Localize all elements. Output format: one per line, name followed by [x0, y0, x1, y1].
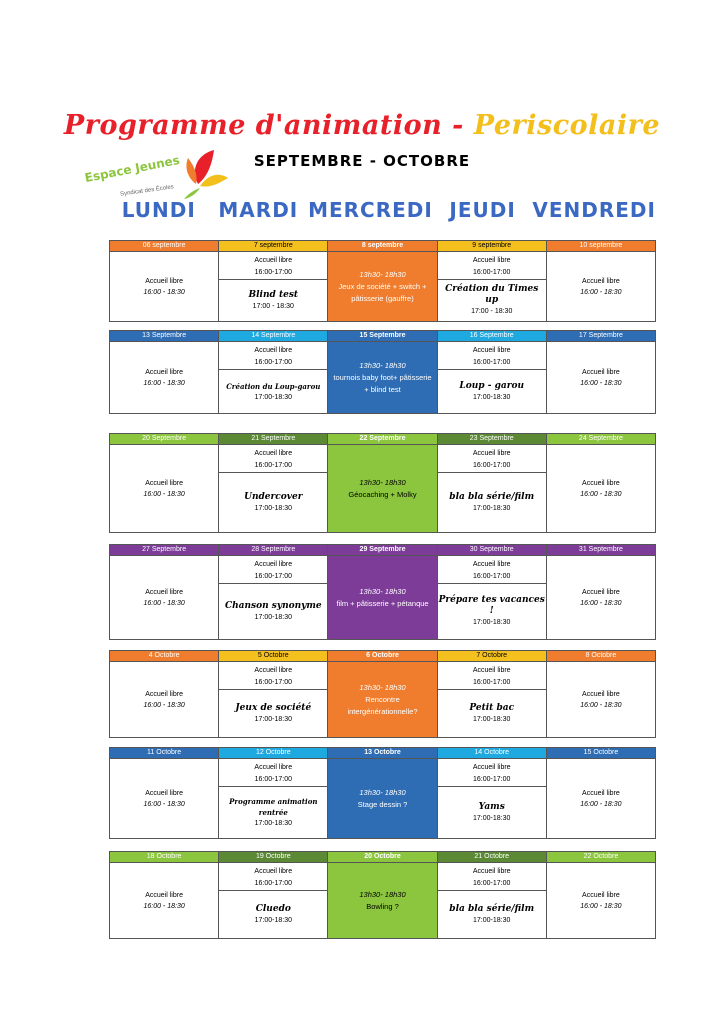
- week-block: [109, 747, 656, 839]
- accueil-time: 16:00-17:00: [473, 776, 511, 783]
- date-cell: 6 Octobre: [328, 651, 437, 661]
- weekday-headers: [109, 198, 656, 222]
- date-cell: 14 Septembre: [219, 331, 328, 341]
- accueil-slot: [438, 863, 546, 891]
- free-time: 16:00 - 18:30: [143, 701, 185, 709]
- date-cell: 8 Octobre: [547, 651, 655, 661]
- activity-slot: [219, 584, 327, 639]
- activity-slot: [438, 473, 546, 532]
- week-date-header: [110, 545, 655, 555]
- tuesday-cell: [219, 445, 328, 532]
- free-time: 16:00 - 18:30: [143, 902, 185, 910]
- accueil-time: 16:00-17:00: [254, 462, 292, 469]
- week-date-header: [110, 331, 655, 341]
- monday-cell: [110, 556, 219, 639]
- free-label: Accueil libre: [145, 368, 183, 376]
- accueil-slot: [219, 252, 327, 280]
- date-cell: 16 Septembre: [438, 331, 547, 341]
- wednesday-activity: film + pâtisserie + pétanque: [336, 598, 429, 608]
- activity-slot: [438, 280, 546, 321]
- free-label: Accueil libre: [145, 891, 183, 899]
- accueil-slot: [438, 252, 546, 280]
- week-block: [109, 650, 656, 738]
- date-cell: 21 Septembre: [219, 434, 328, 444]
- activity-name: bla bla série/film: [449, 903, 535, 914]
- activity-time: 17:00-18:30: [254, 504, 292, 512]
- date-cell: 19 Octobre: [219, 852, 328, 862]
- thursday-cell: [438, 342, 547, 413]
- wednesday-activity: Stage dessin ?: [357, 799, 408, 809]
- date-cell: 28 Septembre: [219, 545, 328, 555]
- week-block: [109, 330, 656, 414]
- accueil-slot: [219, 556, 327, 584]
- activity-slot: [219, 787, 327, 838]
- free-time: 16:00 - 18:30: [580, 599, 622, 607]
- monday-cell: [110, 863, 219, 938]
- date-cell: 10 septembre: [547, 241, 655, 251]
- day-wednesday: MERCREDI: [308, 198, 433, 222]
- free-label: Accueil libre: [145, 588, 183, 596]
- date-cell: 20 Octobre: [328, 852, 437, 862]
- date-cell: 20 Septembre: [110, 434, 219, 444]
- wednesday-time: 13h30- 18h30: [359, 360, 406, 370]
- accueil-label: Accueil libre: [472, 450, 511, 457]
- wednesday-time: 13h30- 18h30: [359, 477, 406, 487]
- date-cell: 27 Septembre: [110, 545, 219, 555]
- wednesday-time: 13h30- 18h30: [359, 787, 406, 797]
- free-label: Accueil libre: [582, 277, 620, 285]
- accueil-time: 16:00-17:00: [473, 462, 511, 469]
- accueil-slot: [219, 662, 327, 690]
- accueil-time: 16:00-17:00: [473, 573, 511, 580]
- date-cell: 23 Septembre: [438, 434, 547, 444]
- thursday-cell: [438, 556, 547, 639]
- free-label: Accueil libre: [582, 588, 620, 596]
- friday-cell: [547, 863, 655, 938]
- date-cell: 22 Septembre: [328, 434, 437, 444]
- tuesday-cell: [219, 556, 328, 639]
- date-cell: 7 septembre: [219, 241, 328, 251]
- accueil-label: Accueil libre: [254, 764, 293, 771]
- week-body: [110, 444, 655, 532]
- activity-name: Programme animation rentrée: [229, 797, 318, 817]
- wednesday-cell: [328, 759, 437, 838]
- activity-slot: [219, 473, 327, 532]
- activity-time: 17:00-18:30: [473, 504, 511, 512]
- accueil-label: Accueil libre: [254, 257, 293, 264]
- accueil-label: Accueil libre: [254, 450, 293, 457]
- date-cell: 24 Septembre: [547, 434, 655, 444]
- activity-slot: [219, 690, 327, 737]
- page-title: Programme d'animation - Periscolaire: [63, 110, 661, 141]
- week-date-header: [110, 241, 655, 251]
- accueil-slot: [219, 759, 327, 787]
- week-date-header: [110, 748, 655, 758]
- tuesday-cell: [219, 252, 328, 321]
- activity-time: 17:00-18:30: [473, 916, 511, 924]
- accueil-slot: [438, 662, 546, 690]
- free-label: Accueil libre: [145, 690, 183, 698]
- accueil-time: 16:00-17:00: [254, 776, 292, 783]
- accueil-time: 16:00-17:00: [254, 679, 292, 686]
- activity-name: Yams: [478, 801, 505, 812]
- wednesday-cell: [328, 252, 437, 321]
- activity-name: bla bla série/film: [449, 491, 535, 502]
- date-cell: 22 Octobre: [547, 852, 655, 862]
- wednesday-cell: [328, 342, 437, 413]
- accueil-label: Accueil libre: [472, 257, 511, 264]
- week-date-header: [110, 852, 655, 862]
- thursday-cell: [438, 759, 547, 838]
- activity-name: Jeux de société: [235, 702, 312, 713]
- wednesday-time: 13h30- 18h30: [359, 586, 406, 596]
- activity-slot: [438, 891, 546, 938]
- activity-time: 17:00-18:30: [254, 613, 292, 621]
- week-body: [110, 251, 655, 321]
- week-block: [109, 240, 656, 322]
- free-label: Accueil libre: [582, 368, 620, 376]
- day-tuesday: MARDI: [218, 198, 299, 222]
- accueil-label: Accueil libre: [472, 561, 511, 568]
- activity-name: Prépare tes vacances !: [438, 595, 545, 616]
- free-time: 16:00 - 18:30: [143, 599, 185, 607]
- accueil-time: 16:00-17:00: [473, 679, 511, 686]
- activity-time: 17:00-18:30: [473, 715, 511, 723]
- accueil-time: 16:00-17:00: [473, 359, 511, 366]
- friday-cell: [547, 759, 655, 838]
- accueil-slot: [219, 445, 327, 473]
- wednesday-time: 13h30- 18h30: [359, 682, 406, 692]
- activity-name: Undercover: [244, 491, 303, 502]
- wednesday-cell: [328, 556, 437, 639]
- free-time: 16:00 - 18:30: [143, 800, 185, 808]
- week-block: [109, 433, 656, 533]
- activity-time: 17:00-18:30: [254, 715, 292, 723]
- activity-time: 17:00-18:30: [473, 393, 511, 401]
- wednesday-cell: [328, 863, 437, 938]
- date-cell: 11 Octobre: [110, 748, 219, 758]
- week-body: [110, 758, 655, 838]
- activity-time: 17:00 - 18:30: [471, 308, 513, 315]
- date-cell: 4 Octobre: [110, 651, 219, 661]
- monday-cell: [110, 662, 219, 737]
- accueil-time: 16:00-17:00: [254, 880, 292, 887]
- wednesday-activity: Géocaching + Molky: [348, 489, 417, 499]
- free-time: 16:00 - 18:30: [580, 379, 622, 387]
- week-body: [110, 862, 655, 938]
- date-cell: 31 Septembre: [547, 545, 655, 555]
- week-body: [110, 341, 655, 413]
- activity-time: 17:00-18:30: [473, 619, 511, 626]
- activity-time: 17:00-18:30: [473, 814, 511, 822]
- espace-jeunes-logo: Espace Jeunes Syndicat des Écoles: [80, 144, 230, 206]
- week-date-header: [110, 434, 655, 444]
- activity-time: 17:00-18:30: [254, 916, 292, 924]
- date-cell: 8 septembre: [328, 241, 437, 251]
- accueil-time: 16:00-17:00: [473, 269, 511, 276]
- date-cell: 21 Octobre: [438, 852, 547, 862]
- friday-cell: [547, 252, 655, 321]
- accueil-time: 16:00-17:00: [254, 359, 292, 366]
- monday-cell: [110, 252, 219, 321]
- accueil-time: 16:00-17:00: [254, 269, 292, 276]
- accueil-label: Accueil libre: [254, 347, 293, 354]
- date-cell: 06 septembre: [110, 241, 219, 251]
- activity-name: Création du Loup-garou: [226, 381, 321, 391]
- activity-time: 17:00 - 18:30: [252, 302, 294, 310]
- thursday-cell: [438, 445, 547, 532]
- tuesday-cell: [219, 662, 328, 737]
- page-subtitle: SEPTEMBRE - OCTOBRE: [253, 152, 471, 170]
- activity-slot: [219, 370, 327, 413]
- accueil-label: Accueil libre: [254, 667, 293, 674]
- friday-cell: [547, 342, 655, 413]
- wednesday-activity: Bowling ?: [366, 901, 399, 911]
- date-cell: 9 septembre: [438, 241, 547, 251]
- activity-slot: [438, 690, 546, 737]
- date-cell: 30 Septembre: [438, 545, 547, 555]
- date-cell: 15 Octobre: [547, 748, 655, 758]
- accueil-slot: [219, 342, 327, 370]
- week-body: [110, 555, 655, 639]
- free-label: Accueil libre: [582, 891, 620, 899]
- free-label: Accueil libre: [145, 789, 183, 797]
- accueil-label: Accueil libre: [472, 868, 511, 875]
- date-cell: 17 Septembre: [547, 331, 655, 341]
- date-cell: 13 Octobre: [328, 748, 437, 758]
- free-label: Accueil libre: [145, 479, 183, 487]
- thursday-cell: [438, 863, 547, 938]
- date-cell: 5 Octobre: [219, 651, 328, 661]
- activity-name: Blind test: [248, 289, 299, 300]
- activity-name: Chanson synonyme: [224, 600, 322, 611]
- accueil-slot: [438, 342, 546, 370]
- accueil-label: Accueil libre: [254, 561, 293, 568]
- accueil-label: Accueil libre: [472, 667, 511, 674]
- date-cell: 14 Octobre: [438, 748, 547, 758]
- free-time: 16:00 - 18:30: [143, 490, 185, 498]
- wednesday-cell: [328, 445, 437, 532]
- wednesday-cell: [328, 662, 437, 737]
- date-cell: 18 Octobre: [110, 852, 219, 862]
- activity-name: Création du Times up: [445, 284, 539, 305]
- day-friday: VENDREDI: [532, 198, 656, 222]
- week-block: [109, 851, 656, 939]
- date-cell: 13 Septembre: [110, 331, 219, 341]
- activity-slot: [219, 891, 327, 938]
- activity-time: 17:00-18:30: [254, 393, 292, 401]
- friday-cell: [547, 556, 655, 639]
- free-time: 16:00 - 18:30: [143, 288, 185, 296]
- wednesday-time: 13h30- 18h30: [359, 889, 406, 899]
- tuesday-cell: [219, 863, 328, 938]
- free-time: 16:00 - 18:30: [143, 379, 185, 387]
- accueil-time: 16:00-17:00: [254, 573, 292, 580]
- date-cell: 29 Septembre: [328, 545, 437, 555]
- monday-cell: [110, 445, 219, 532]
- free-label: Accueil libre: [582, 479, 620, 487]
- friday-cell: [547, 662, 655, 737]
- accueil-label: Accueil libre: [472, 764, 511, 771]
- week-body: [110, 661, 655, 737]
- day-monday: LUNDI: [121, 198, 196, 222]
- wednesday-activity: Rencontre intergénérationnelle?: [347, 694, 418, 716]
- accueil-slot: [438, 556, 546, 584]
- activity-name: Petit bac: [469, 702, 515, 713]
- free-time: 16:00 - 18:30: [580, 800, 622, 808]
- activity-slot: [438, 787, 546, 838]
- wednesday-time: 13h30- 18h30: [359, 269, 406, 279]
- date-cell: 12 Octobre: [219, 748, 328, 758]
- free-time: 16:00 - 18:30: [580, 490, 622, 498]
- free-time: 16:00 - 18:30: [580, 701, 622, 709]
- activity-name: Loup - garou: [459, 380, 524, 391]
- monday-cell: [110, 342, 219, 413]
- accueil-time: 16:00-17:00: [473, 880, 511, 887]
- activity-time: 17:00-18:30: [254, 820, 292, 827]
- accueil-slot: [438, 759, 546, 787]
- free-label: Accueil libre: [582, 789, 620, 797]
- date-cell: 15 Septembre: [328, 331, 437, 341]
- thursday-cell: [438, 252, 547, 321]
- accueil-label: Accueil libre: [254, 868, 293, 875]
- week-block: [109, 544, 656, 640]
- free-label: Accueil libre: [145, 277, 183, 285]
- accueil-slot: [438, 445, 546, 473]
- tuesday-cell: [219, 759, 328, 838]
- tuesday-cell: [219, 342, 328, 413]
- accueil-slot: [219, 863, 327, 891]
- wednesday-activity: Jeux de société + switch + pâtisserie (gauffre): [338, 281, 427, 303]
- date-cell: 7 Octobre: [438, 651, 547, 661]
- week-date-header: [110, 651, 655, 661]
- accueil-label: Accueil libre: [472, 347, 511, 354]
- friday-cell: [547, 445, 655, 532]
- day-thursday: JEUDI: [449, 198, 516, 222]
- activity-slot: [438, 584, 546, 639]
- free-time: 16:00 - 18:30: [580, 902, 622, 910]
- thursday-cell: [438, 662, 547, 737]
- free-time: 16:00 - 18:30: [580, 288, 622, 296]
- free-label: Accueil libre: [582, 690, 620, 698]
- activity-slot: [438, 370, 546, 413]
- monday-cell: [110, 759, 219, 838]
- activity-slot: [219, 280, 327, 321]
- wednesday-activity: tournois baby foot+ pâtisserie + blind test: [333, 372, 432, 394]
- activity-name: Cluedo: [255, 903, 291, 914]
